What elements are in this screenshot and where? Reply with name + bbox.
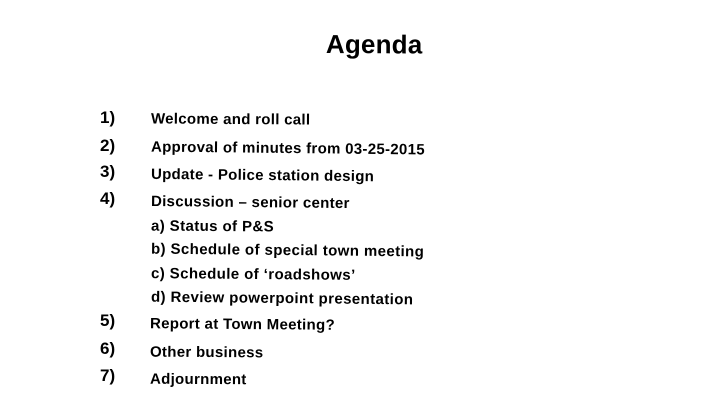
item-text: Update - Police station design — [150, 165, 375, 186]
item-text: Report at Town Meeting? — [149, 315, 336, 334]
item-number: 5) — [100, 311, 116, 330]
subitem-text: c) Schedule of ‘roadshows’ — [150, 265, 356, 284]
item-number: 4) — [100, 189, 116, 208]
item-text: Other business — [149, 343, 264, 362]
subitem-text: a) Status of P&S — [150, 217, 275, 236]
subitem-text: b) Schedule of special town meeting — [150, 240, 425, 261]
item-text: Discussion – senior center — [150, 192, 350, 213]
item-number: 7) — [100, 366, 116, 385]
item-number: 2) — [100, 136, 116, 155]
item-text: Adjournment — [149, 370, 247, 389]
subitem-text: d) Review powerpoint presentation — [150, 288, 414, 309]
item-text: Approval of minutes from 03-25-2015 — [150, 138, 426, 159]
item-number: 1) — [100, 108, 116, 127]
item-text: Welcome and roll call — [150, 110, 311, 129]
item-number: 6) — [100, 339, 116, 358]
item-number: 3) — [100, 162, 116, 181]
page-title: Agenda — [325, 29, 423, 60]
